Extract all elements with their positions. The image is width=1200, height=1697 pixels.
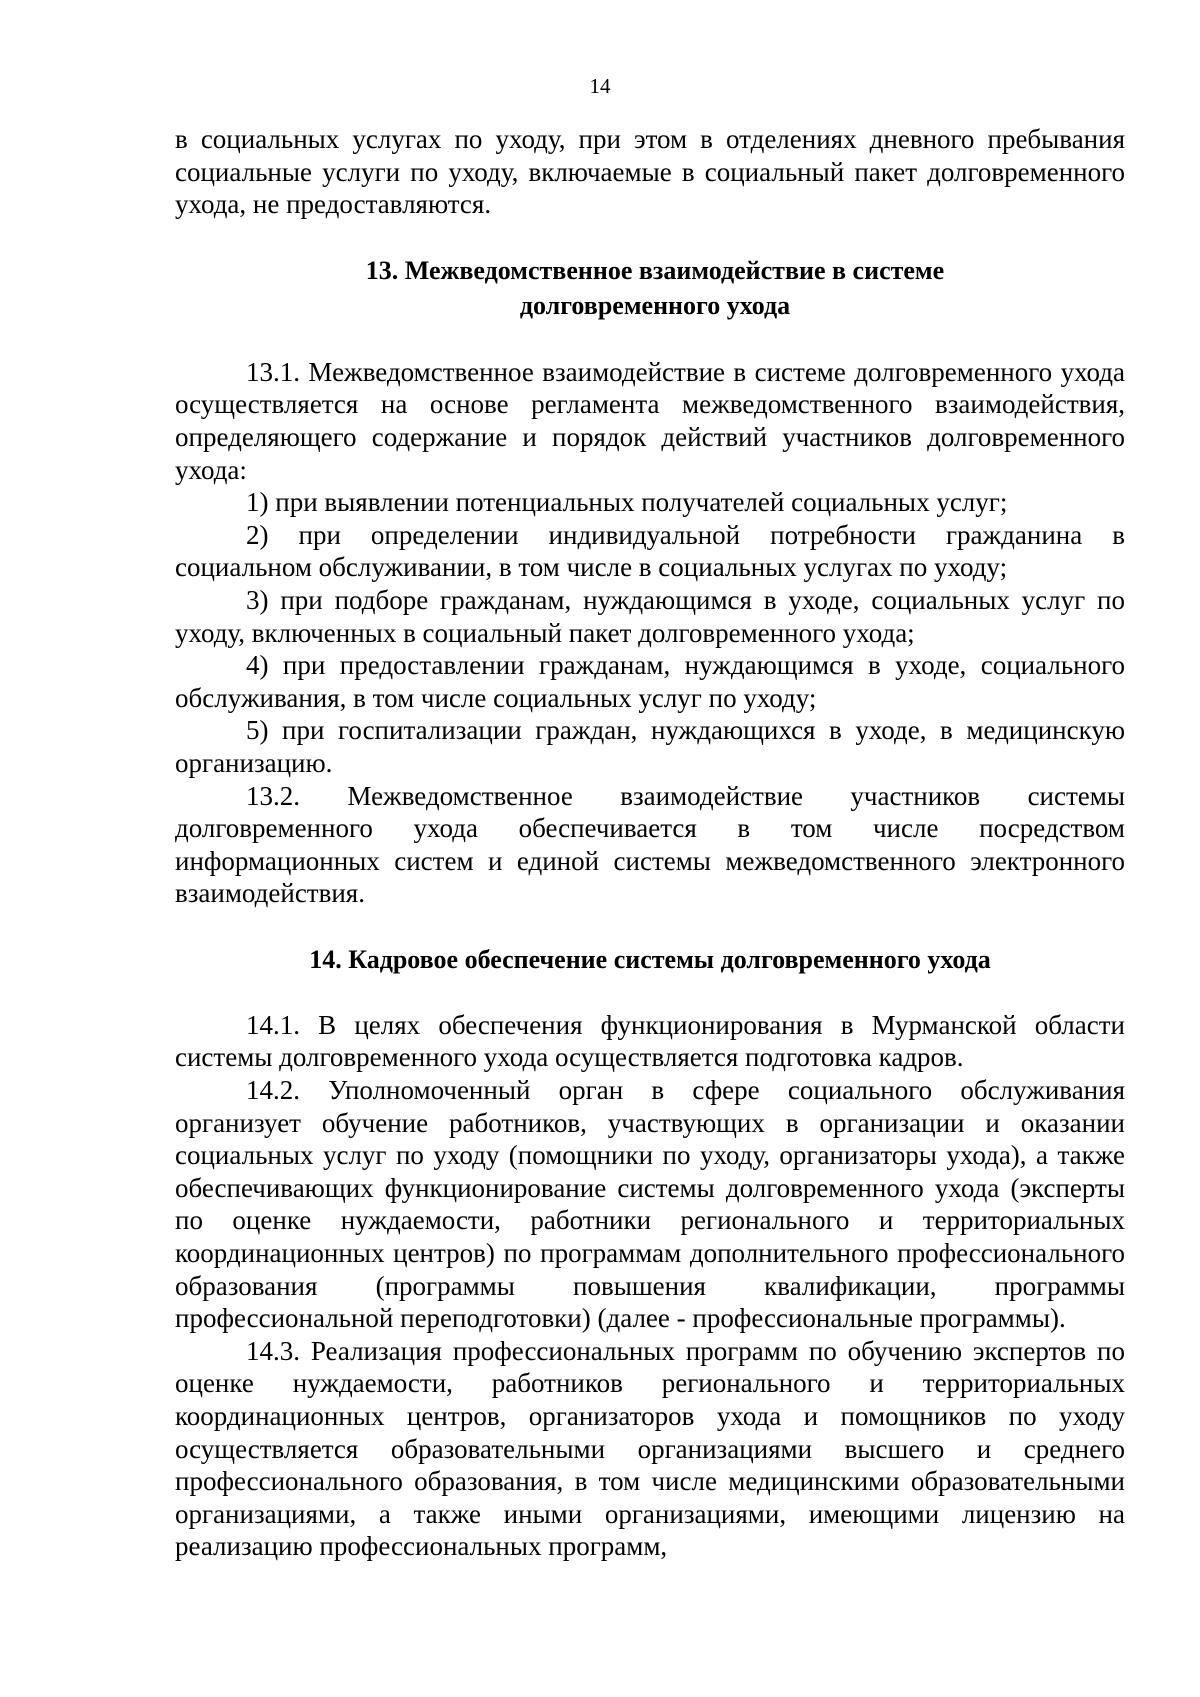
section-14-heading: 14. Кадровое обеспечение системы долговременного ухода xyxy=(309,944,991,974)
list-item-2: 2) при определении индивидуальной потребности гражданина в социальном обслуживании, в том числе в социальных услугах по уходу; xyxy=(175,519,1125,583)
page-number: 14 xyxy=(589,74,611,98)
paragraph-14-2: 14.2. Уполномоченный орган в сфере социального обслуживания организует обучение работников, участвующих в организации и оказании социальных услуг по уходу (помощники по уходу, организаторы ухода), а также обеспечивающих функционирование системы долговременного ухода (эксперты по оценке нуждаемости, работники регионального и территориальных координационных центров) по программам дополнительного профессионального образования (программы повышения квалификации, программы профессиональной переподготовки) (далее - профессиональные программы). xyxy=(175,1075,1125,1334)
list-item-5: 5) при госпитализации граждан, нуждающихся в уходе, в медицинскую организацию. xyxy=(175,715,1125,778)
section-13-heading xyxy=(175,253,1125,323)
document-body xyxy=(175,123,1125,1563)
paragraph-13-2: 13.2. Межведомственное взаимодействие участников системы долговременного ухода обеспечивается в том числе посредством информационных систем и единой системы межведомственного электронного взаимодействия. xyxy=(175,780,1125,909)
paragraph-14-3: 14.3. Реализация профессиональных программ по обучению экспертов по оценке нуждаемости, работников регионального и территориальных координационных центров, организаторов ухода и помощников по уходу осуществляется образовательными организациями высшего и среднего профессионального образования, в том числе медицинскими образовательными организациями, а также иными организациями, имеющими лицензию на реализацию профессиональных программ, xyxy=(175,1335,1125,1562)
paragraph-13-1: 13.1. Межведомственное взаимодействие в системе долговременного ухода осуществляется на основе регламента межведомственного взаимодействия, определяющего содержание и порядок действий участников долговременного ухода: xyxy=(175,356,1125,485)
list-item-1: 1) при выявлении потенциальных получателей социальных услуг; xyxy=(246,487,1008,518)
section-13-heading-line2: долговременного ухода xyxy=(519,290,791,320)
list-item-4: 4) при предоставлении гражданам, нуждающимся в уходе, социального обслуживания, в том числе социальных услуг по уходу; xyxy=(175,650,1125,713)
paragraph-14-1: 14.1. В целях обеспечения функционирования в Мурманской области системы долговременного ухода осуществляется подготовка кадров. xyxy=(175,1009,1125,1073)
list-item-3: 3) при подборе гражданам, нуждающимся в уходе, социальных услуг по уходу, включенных в социальный пакет долговременного ухода; xyxy=(175,584,1125,648)
section-13-heading-line1: 13. Межведомственное взаимодействие в системе xyxy=(365,255,945,285)
paragraph-continuation: в социальных услугах по уходу, при этом в отделениях дневного пребывания социальные услуги по уходу, включаемые в социальный пакет долговременного ухода, не предоставляются. xyxy=(175,124,1125,220)
